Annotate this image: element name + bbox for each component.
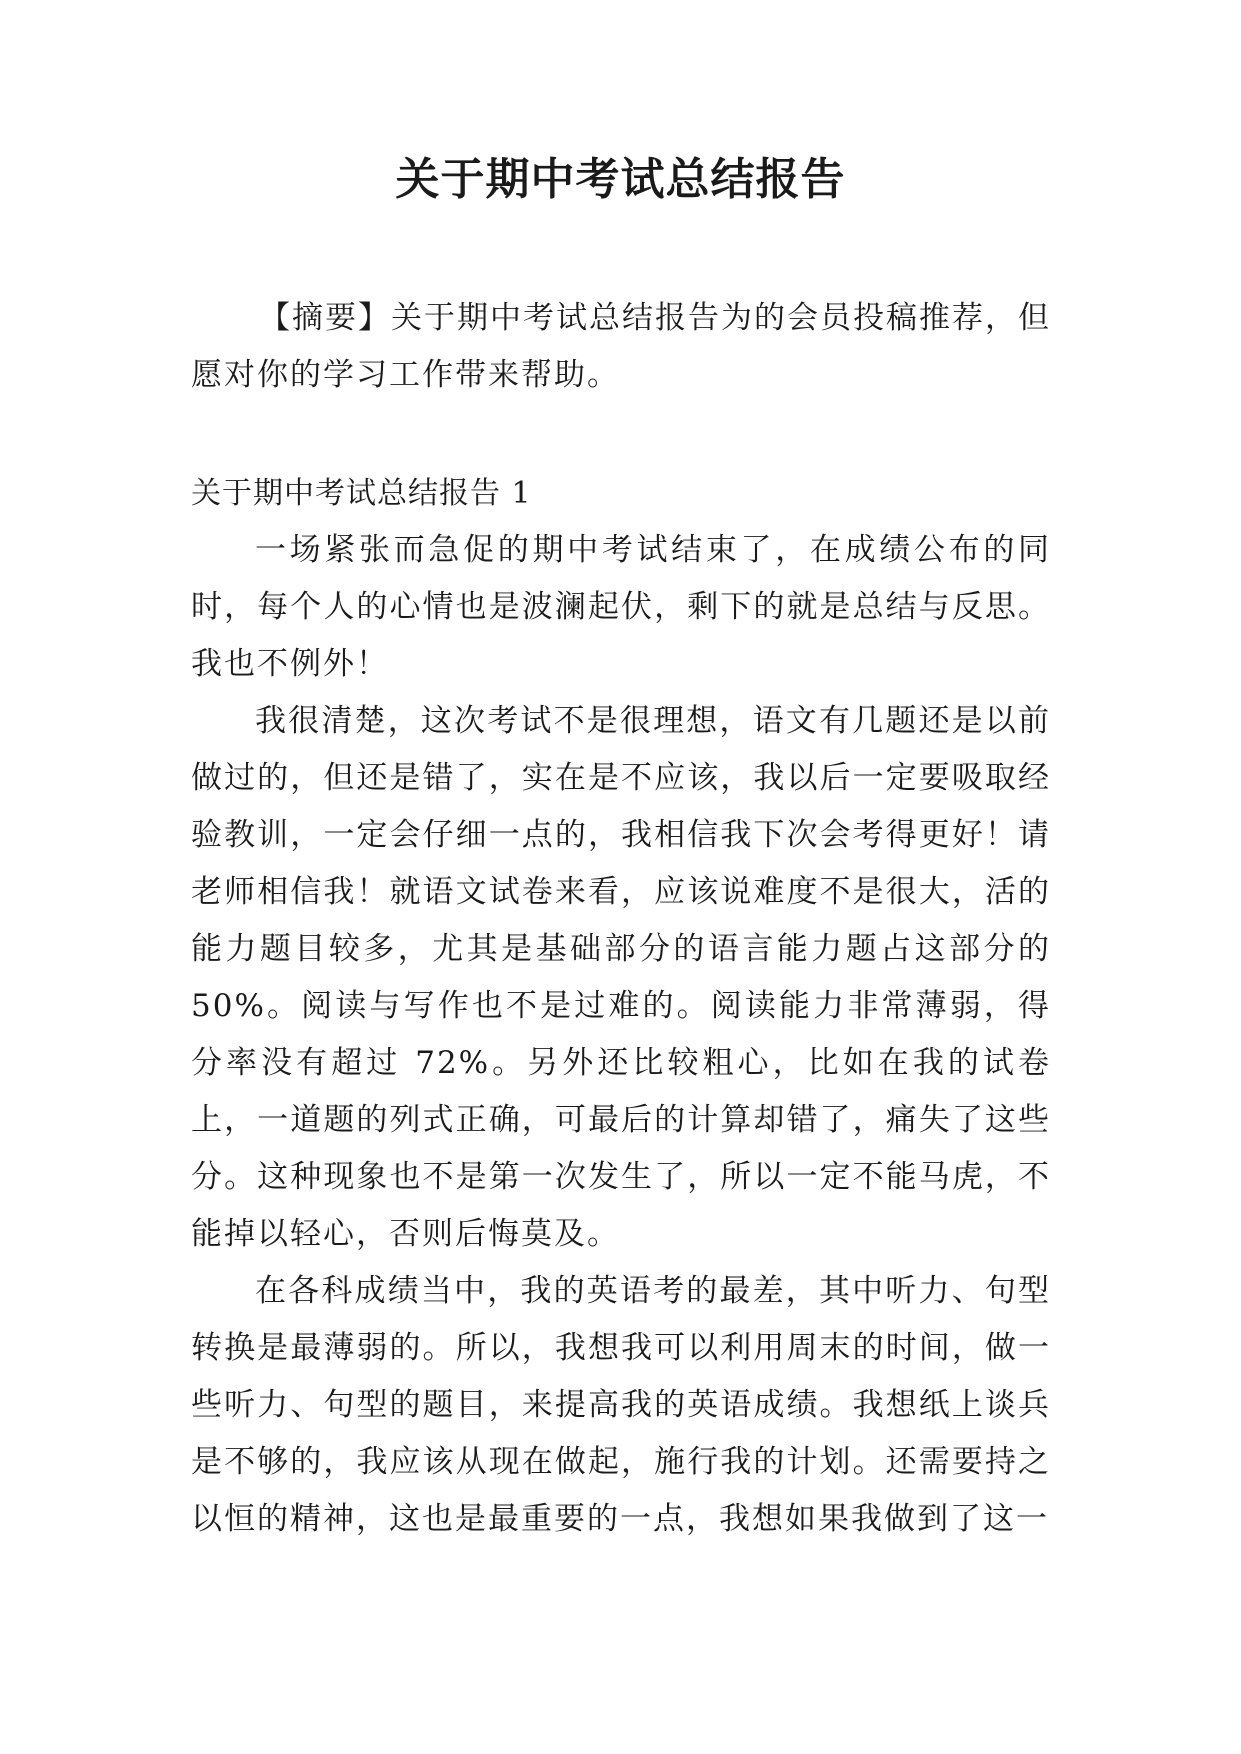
body-paragraph-1: 一场紧张而急促的期中考试结束了，在成绩公布的同时，每个人的心情也是波澜起伏，剩下的就是总结与反思。我也不例外！ bbox=[191, 532, 1051, 682]
body-paragraph-3: 在各科成绩当中，我的英语考的最差，其中听力、句型转换是最薄弱的。所以，我想我可以利用周末的时间，做一些听力、句型的题目，来提高我的英语成绩。我想纸上谈兵是不够的，我应该从现在做起，施行我的计划。还需要持之以恒的精神，这也是最重要的一点，我想如果我做到了这一 bbox=[191, 1273, 1051, 1537]
body-paragraph-2: 我很清楚，这次考试不是很理想，语文有几题还是以前做过的，但还是错了，实在是不应该，我以后一定要吸取经验教训，一定会仔细一点的，我相信我下次会考得更好！请老师相信我！就语文试卷来看，应该说难度不是很大，活的能力题目较多，尤其是基础部分的语言能力题占这部分的50%。阅读与写作也不是过难的。阅读能力非常薄弱，得分率没有超过 72%。另外还比较粗心，比如在我的试卷上，一道题的列式正确，可最后的计算却错了，痛失了这些分。这种现象也不是第一次发生了，所以一定不能马虎，不能掉以轻心，否则后悔莫及。 bbox=[191, 703, 1051, 1252]
section-heading: 关于期中考试总结报告 1 bbox=[191, 476, 532, 511]
document-title: 关于期中考试总结报告 bbox=[395, 154, 846, 205]
document-body bbox=[191, 465, 1051, 1548]
abstract-paragraph: 【摘要】关于期中考试总结报告为的会员投稿推荐，但愿对你的学习工作带来帮助。 bbox=[191, 300, 1051, 393]
